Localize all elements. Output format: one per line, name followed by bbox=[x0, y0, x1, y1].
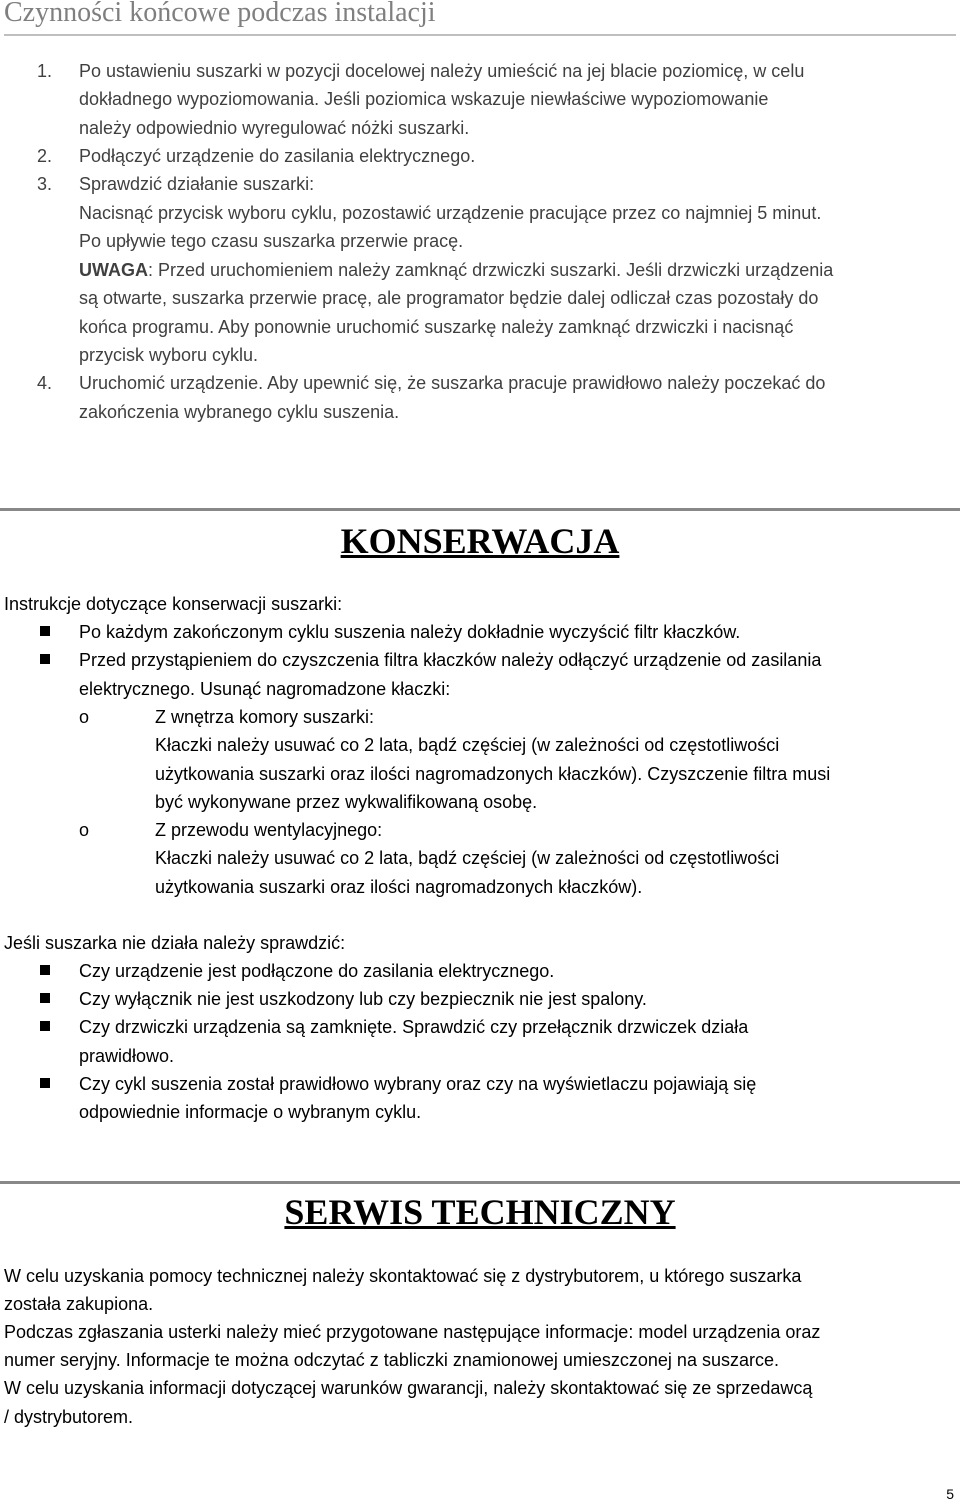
step-text-line: końca programu. Aby ponownie uruchomić suszarkę należy zamknąć drzwiczki i nacisnąć bbox=[79, 317, 794, 337]
sub-bullet-text-line: użytkowania suszarki oraz ilości nagromadzonych kłaczków). bbox=[155, 877, 643, 897]
bullet-text: Czy drzwiczki urządzenia są zamknięte. Sprawdzić czy przełącznik drzwiczek działa bbox=[79, 1017, 749, 1037]
sub-bullet-title: Z przewodu wentylacyjnego: bbox=[155, 820, 383, 840]
page-title: Czynności końcowe podczas instalacji bbox=[4, 0, 956, 36]
bullet-square bbox=[40, 654, 50, 664]
bullet-text: Czy urządzenie jest podłączone do zasilania elektrycznego. bbox=[79, 961, 555, 981]
step-text-line: Po upływie tego czasu suszarka przerwie pracę. bbox=[79, 231, 464, 251]
sub-bullet-marker: o bbox=[79, 820, 90, 840]
bullet-square bbox=[40, 965, 50, 975]
troubleshoot-intro: Jeśli suszarka nie działa należy sprawdzić: bbox=[4, 933, 346, 953]
step-text-line: przycisk wyboru cyklu. bbox=[79, 345, 259, 365]
step-number: 4. bbox=[37, 373, 53, 393]
bullet-text: Po każdym zakończonym cyklu suszenia należy dokładnie wyczyścić filtr kłaczków. bbox=[79, 622, 741, 642]
bullet-text-line: odpowiednie informacje o wybranym cyklu. bbox=[79, 1102, 422, 1122]
bullet-text: Przed przystąpieniem do czyszczenia filtra kłaczków należy odłączyć urządzenie od zasilania bbox=[79, 650, 822, 670]
bullet-text: Czy cykl suszenia został prawidłowo wybrany oraz czy na wyświetlaczu pojawiają się bbox=[79, 1074, 757, 1094]
section-divider bbox=[0, 1181, 960, 1184]
sub-bullet-title: Z wnętrza komory suszarki: bbox=[155, 707, 375, 727]
step-text: Podłączyć urządzenie do zasilania elektrycznego. bbox=[79, 146, 476, 166]
section-heading-konserwacja: KONSERWACJA bbox=[340, 521, 620, 561]
bullet-text-line: prawidłowo. bbox=[79, 1046, 175, 1066]
step-number: 2. bbox=[37, 146, 53, 166]
warning-line bbox=[79, 256, 833, 285]
step-text: Sprawdzić działanie suszarki: bbox=[79, 174, 315, 194]
sub-bullet-text-line: Kłaczki należy usuwać co 2 lata, bądź częściej (w zależności od częstotliwości bbox=[155, 848, 780, 868]
warning-label: UWAGA bbox=[79, 260, 148, 280]
bullet-square bbox=[40, 626, 50, 636]
step-text: Po ustawieniu suszarki w pozycji docelowej należy umieścić na jej blacie poziomicę, w celu bbox=[79, 61, 805, 81]
service-paragraph-line: W celu uzyskania informacji dotyczącej warunków gwarancji, należy skontaktować się ze sprzedawcą bbox=[4, 1378, 813, 1398]
step-text-line: dokładnego wypoziomowania. Jeśli poziomica wskazuje niewłaściwe wypoziomowanie bbox=[79, 89, 769, 109]
warning-text: : Przed uruchomieniem należy zamknąć drzwiczki suszarki. Jeśli drzwiczki urządzenia bbox=[148, 260, 834, 280]
section-heading-serwis: SERWIS TECHNICZNY bbox=[284, 1192, 676, 1232]
step-text: Uruchomić urządzenie. Aby upewnić się, że suszarka pracuje prawidłowo należy poczekać do bbox=[79, 373, 826, 393]
service-paragraph-line: została zakupiona. bbox=[4, 1294, 154, 1314]
maintenance-intro: Instrukcje dotyczące konserwacji suszarki: bbox=[4, 594, 343, 614]
sub-bullet-text-line: użytkowania suszarki oraz ilości nagromadzonych kłaczków). Czyszczenie filtra musi bbox=[155, 764, 831, 784]
step-number: 1. bbox=[37, 61, 53, 81]
step-number: 3. bbox=[37, 174, 53, 194]
step-text-line: Nacisnąć przycisk wyboru cyklu, pozostawić urządzenie pracujące przez co najmniej 5 minut. bbox=[79, 203, 822, 223]
bullet-square bbox=[40, 993, 50, 1003]
sub-bullet-text-line: być wykonywane przez wykwalifikowaną osobę. bbox=[155, 792, 538, 812]
sub-bullet-text-line: Kłaczki należy usuwać co 2 lata, bądź częściej (w zależności od częstotliwości bbox=[155, 735, 780, 755]
step-text-line: należy odpowiednio wyregulować nóżki suszarki. bbox=[79, 118, 470, 138]
bullet-text: Czy wyłącznik nie jest uszkodzony lub czy bezpiecznik nie jest spalony. bbox=[79, 989, 647, 1009]
bullet-square bbox=[40, 1078, 50, 1088]
page-number: 5 bbox=[946, 1486, 954, 1502]
step-text-line: są otwarte, suszarka przerwie pracę, ale programator będzie dalej odliczał czas pozostały do bbox=[79, 288, 819, 308]
service-paragraph-line: / dystrybutorem. bbox=[4, 1407, 134, 1427]
sub-bullet-marker: o bbox=[79, 707, 90, 727]
step-text-line: zakończenia wybranego cyklu suszenia. bbox=[79, 402, 400, 422]
bullet-text-line: elektrycznego. Usunąć nagromadzone kłaczki: bbox=[79, 679, 451, 699]
service-paragraph-line: Podczas zgłaszania usterki należy mieć przygotowane następujące informacje: model urządzenia oraz bbox=[4, 1322, 821, 1342]
service-paragraph-line: W celu uzyskania pomocy technicznej należy skontaktować się z dystrybutorem, u którego suszarka bbox=[4, 1266, 802, 1286]
service-paragraph-line: numer seryjny. Informacje te można odczytać z tabliczki znamionowej umieszczonej na suszarce. bbox=[4, 1350, 779, 1370]
section-divider bbox=[0, 508, 960, 511]
bullet-square bbox=[40, 1021, 50, 1031]
